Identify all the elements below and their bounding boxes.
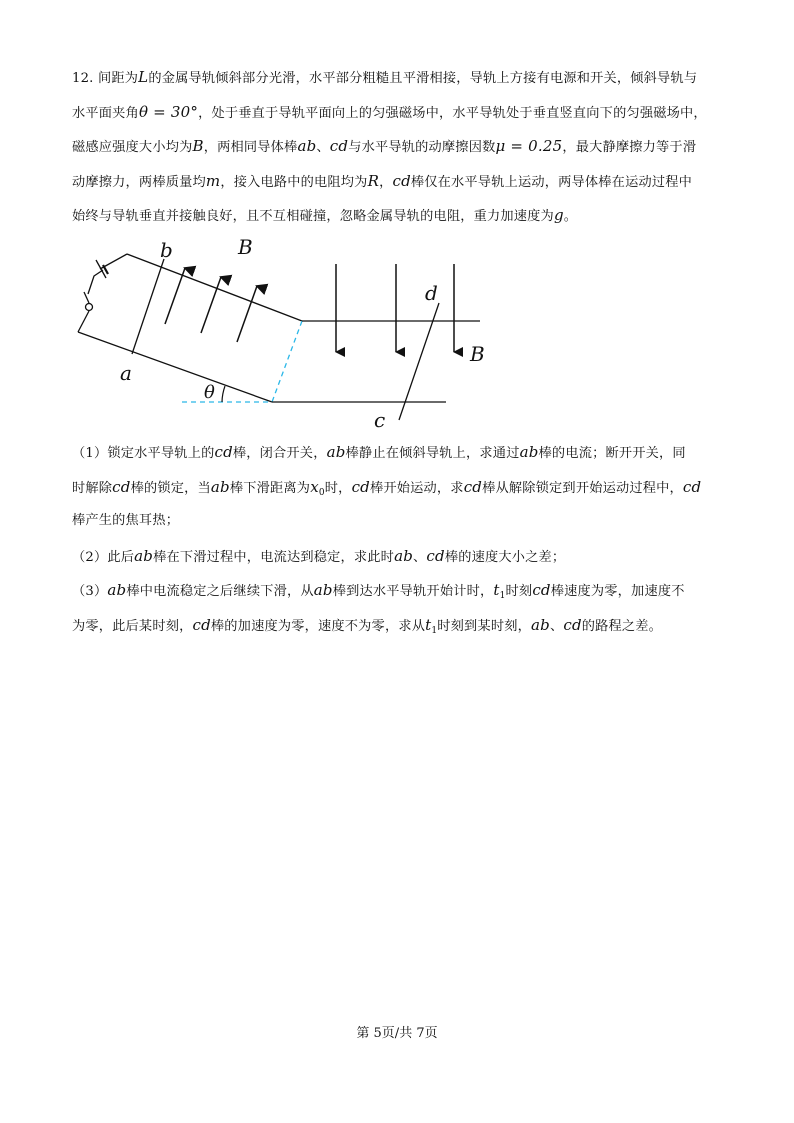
text-run: 动摩擦力，两棒质量均 <box>72 174 206 190</box>
part-1-line-1 <box>72 435 722 470</box>
text-run: 水平面夹角 <box>72 105 139 121</box>
text-run: 、 <box>316 140 330 155</box>
problem-line-3 <box>72 129 722 164</box>
math-var: g <box>553 206 564 224</box>
text-run: 棒下滑距离为 <box>229 480 311 496</box>
power-source-icon <box>88 254 127 294</box>
junction-dashed-line <box>272 321 302 402</box>
math-var: ab <box>531 615 550 634</box>
math-var: x <box>310 477 319 496</box>
field-arrow-inclined <box>237 286 257 342</box>
math-var: ab <box>394 546 414 565</box>
math-var: ab <box>297 137 317 155</box>
text-run: ，接入电路中的电阻均为 <box>220 174 368 190</box>
text-run: 、 <box>413 549 427 565</box>
problem-line-5 <box>72 198 722 233</box>
inclined-rail-top <box>127 254 302 321</box>
page-footer <box>0 1022 794 1041</box>
text-run: 磁感应强度大小均为 <box>72 140 193 155</box>
text-run: 间距为 <box>97 71 139 86</box>
text-run: 与水平导轨的动摩擦因数 <box>348 140 496 155</box>
text-run: 、 <box>549 618 564 634</box>
math-var: t <box>493 581 500 599</box>
math-var: cd <box>214 443 233 461</box>
label-c: c <box>374 408 386 432</box>
text-run: 。 <box>563 209 578 224</box>
text-run: 棒，闭合开关， <box>232 446 327 461</box>
label-B-horizontal: B <box>470 342 485 366</box>
math-var: L <box>138 68 149 86</box>
part-1-line-3 <box>72 504 722 539</box>
text-run: 棒的电流；断开开关，同 <box>538 446 686 461</box>
math-var: cd <box>329 137 349 155</box>
math-var: R <box>367 171 380 190</box>
text-run: ，两相同导体棒 <box>203 140 298 155</box>
text-run: 时刻到某时刻， <box>437 618 531 634</box>
text-run: （2）此后 <box>72 549 135 565</box>
text-run: 棒开始运动，求 <box>369 480 464 496</box>
part-1-line-2 <box>72 470 722 505</box>
text-run: 棒产生的焦耳热； <box>72 513 180 528</box>
math-var: m <box>205 171 221 190</box>
math-var: ab <box>519 443 539 461</box>
math-var: ab <box>107 581 127 599</box>
text-run: 始终与导轨垂直并接触良好，且不互相碰撞，忽略金属导轨的电阻，重力加速度为 <box>72 209 554 224</box>
label-a: a <box>120 361 132 385</box>
question-parts <box>72 435 722 642</box>
math-expr: μ = 0.25 <box>495 137 563 155</box>
rod-ab <box>132 259 164 354</box>
rail-diagram <box>72 232 492 432</box>
math-var: cd <box>463 477 483 496</box>
math-var: ab <box>210 477 230 496</box>
text-run: ，最大静摩擦力等于滑 <box>562 140 697 155</box>
text-run: 的金属导轨倾斜部分光滑，水平部分粗糙且平滑相接，导轨上方接有电源和开关，倾斜导轨与 <box>148 71 698 86</box>
text-run: 棒的加速度为零，速度不为零，求从 <box>210 618 426 634</box>
page-number: 第 5页/共 7页 <box>356 1026 438 1041</box>
text-run: 棒到达水平导轨开始计时， <box>332 584 494 599</box>
theta-label: θ <box>204 382 215 403</box>
text-run: ， <box>379 174 393 190</box>
text-run: （3） <box>72 584 108 599</box>
subscript: 1 <box>431 625 438 636</box>
label-B-inclined: B <box>238 235 253 259</box>
text-run: 棒仅在水平导轨上运动，两导体棒在运动过程中 <box>410 174 693 190</box>
text-run: 时， <box>324 480 352 496</box>
field-arrow-inclined <box>201 277 221 333</box>
problem-line-2 <box>72 95 722 130</box>
text-run: 棒的锁定，当 <box>130 480 211 496</box>
inclined-rail-bottom <box>78 332 272 402</box>
problem-statement <box>72 60 722 233</box>
text-run: 棒的速度大小之差； <box>444 549 566 565</box>
angle-arc <box>222 386 225 402</box>
math-var: cd <box>563 615 582 634</box>
math-var: cd <box>392 171 411 190</box>
subscript: 0 <box>318 487 325 498</box>
math-var: ab <box>326 443 346 461</box>
text-run: 棒从解除锁定到开始运动过程中， <box>482 480 683 496</box>
text-run: （1）锁定水平导轨上的 <box>72 446 215 461</box>
label-d: d <box>425 281 438 305</box>
text-run: ，处于垂直于导轨平面向上的匀强磁场中，水平导轨处于垂直竖直向下的匀强磁场中， <box>198 105 707 121</box>
math-var: cd <box>532 581 551 599</box>
text-run: 棒在下滑过程中，电流达到稳定，求此时 <box>153 549 395 565</box>
problem-line-4 <box>72 164 722 199</box>
math-var: cd <box>112 477 131 496</box>
part-3-line-1 <box>72 573 722 608</box>
math-var: cd <box>351 477 370 496</box>
text-run: 的路程之差。 <box>581 618 663 634</box>
text-run: 棒速度为零，加速度不 <box>550 584 685 599</box>
label-b: b <box>160 238 173 262</box>
math-var: cd <box>682 477 702 496</box>
math-var: t <box>425 615 432 634</box>
problem-line-1 <box>72 60 722 95</box>
field-arrow-inclined <box>165 268 185 324</box>
math-var: cd <box>426 546 445 565</box>
text-run: 时解除 <box>72 480 113 496</box>
text-run: 时刻 <box>505 584 533 599</box>
math-var: ab <box>134 546 154 565</box>
subscript: 1 <box>499 591 506 601</box>
text-run: 棒静止在倾斜导轨上，求通过 <box>345 446 520 461</box>
math-var: cd <box>192 615 211 634</box>
text-run: 为零，此后某时刻， <box>72 618 193 634</box>
switch-icon <box>78 292 93 332</box>
text-run: 棒中电流稳定之后继续下滑，从 <box>126 584 314 599</box>
part-2-line-1 <box>72 539 722 574</box>
math-var: B <box>192 137 204 155</box>
math-var: ab <box>313 581 333 599</box>
math-expr: θ = 30° <box>138 102 199 121</box>
problem-number: 12. <box>72 71 94 86</box>
part-3-line-2 <box>72 608 722 643</box>
